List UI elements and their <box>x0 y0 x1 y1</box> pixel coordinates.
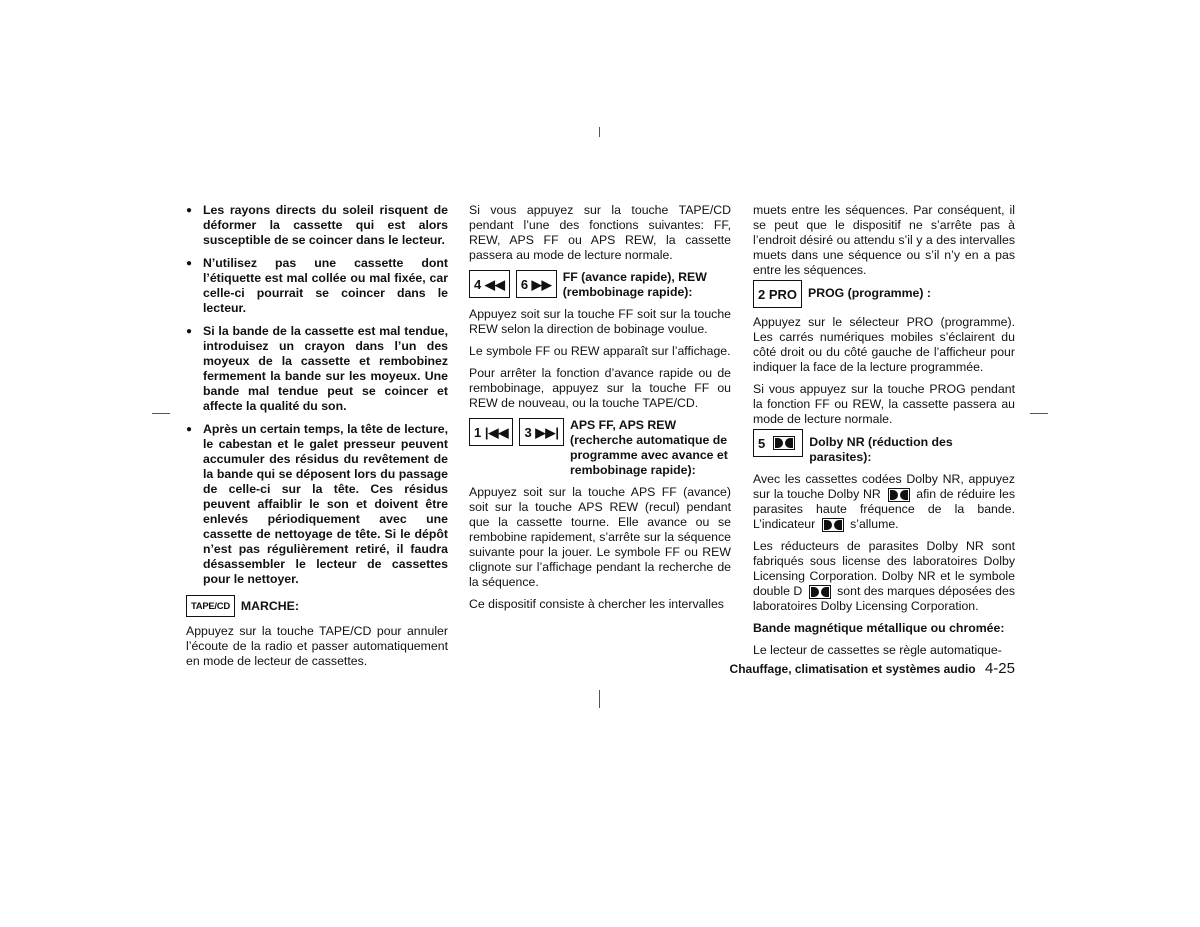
right-continuation: muets entre les séquences. Par conséquent, il se peut que le dispositif ne s’arrête pas à l’endroit désiré ou attendu s’il y a des intervalles muets dans une séquence ou s’il n’y en a pas entre les séquences. <box>753 203 1015 277</box>
rewind-key-icon: 4 ◀◀ <box>469 270 510 298</box>
dolby-text-2: Les réducteurs de parasites Dolby NR sont fabriqués sous license des laboratoires Dolby Licensing Corporation. Dolby NR et le symbole double D sont des marques déposées des laboratoires Dolby Licensing Corporation. <box>753 539 1015 613</box>
dolby-heading-row <box>753 429 1015 465</box>
ff-heading-row <box>469 270 731 300</box>
crop-mark-top <box>599 127 600 137</box>
dolby-icon <box>822 518 844 532</box>
tapecd-text: Appuyez sur la touche TAPE/CD pour annuler l’écoute de la radio et passer automatiquement en mode de lecteur de cassettes. <box>186 624 448 668</box>
dolby-key <box>753 429 803 457</box>
crop-mark-left <box>152 413 170 414</box>
section-title: Chauffage, climatisation et systèmes audio <box>729 662 976 676</box>
dolby-icon <box>888 488 910 502</box>
mid-intro: Si vous appuyez sur la touche TAPE/CD pendant l’une des fonctions suivantes: FF, REW, APS FF ou APS REW, la cassette passera au mode de lecture normale. <box>469 203 731 262</box>
left-column <box>186 203 448 676</box>
tapecd-key-icon: TAPE/CD <box>186 595 235 617</box>
crop-mark-right <box>1030 413 1048 414</box>
dolby-key-number: 5 <box>758 435 766 451</box>
dolby-heading: Dolby NR (réduction des parasites): <box>809 435 953 464</box>
bullet-icon: ● <box>186 326 193 337</box>
aps-text-1: Appuyez soit sur la touche APS FF (avance) soit sur la touche APS REW (recul) pendant que la cassette tourne. Elle avance ou se rembobine rapidement, s’arrête sur la séquence suivante pour la jouer. Le symbole FF ou REW clignote sur l’affichage pendant la recherche de la séquence. <box>469 485 731 589</box>
ff-text-2: Le symbole FF ou REW apparaît sur l’affichage. <box>469 344 731 358</box>
right-column <box>753 203 1015 665</box>
aps-heading-row <box>469 418 731 478</box>
crop-mark-bottom <box>599 690 600 708</box>
tape-heading: Bande magnétique métallique ou chromée: <box>753 621 1005 635</box>
aps-text-2: Ce dispositif consiste à chercher les intervalles <box>469 597 724 611</box>
prog-heading-row <box>753 280 1015 308</box>
caution-list <box>186 203 448 587</box>
dolby-text-1: Avec les cassettes codées Dolby NR, appuyez sur la touche Dolby NR afin de réduire les parasites haute fréquence de la bande. L’indicateur s’allume. <box>753 472 1015 531</box>
middle-column <box>469 203 731 619</box>
tapecd-heading: MARCHE: <box>240 599 299 613</box>
ff-text-3: Pour arrêter la fonction d’avance rapide ou de rembobinage, appuyez sur la touche FF ou REW de nouveau, ou la touche TAPE/CD. <box>469 366 731 410</box>
dolby-icon <box>809 585 831 599</box>
prog-text-1: Appuyez sur le sélecteur PRO (programme). Les carrés numériques mobiles s’éclairent du côté droit ou du côté gauche de l’afficheur pour indiquer la face de la lecture programmée. <box>753 315 1015 374</box>
list-item: ● Les rayons directs du soleil risquent de déformer la cassette qui est alors susceptible de se coincer dans le lecteur. <box>186 203 448 247</box>
aps-heading: APS FF, APS REW (recherche automatique de programme avec avance et rembobinage rapide): <box>569 418 728 477</box>
bullet-icon: ● <box>186 258 193 269</box>
skip-back-key-icon: 1 |◀◀ <box>469 418 513 446</box>
ff-text-1: Appuyez soit sur la touche FF soit sur la touche REW selon la direction de bobinage voulue. <box>469 307 731 336</box>
page-number: 4-25 <box>984 660 1015 677</box>
prog-key-icon: 2 PRO <box>753 280 802 308</box>
tape-text: Le lecteur de cassettes se règle automatique- <box>753 643 1002 657</box>
dolby-icon <box>773 436 795 450</box>
ff-heading: FF (avance rapide), REW (rembobinage rapide): <box>562 270 707 299</box>
fast-forward-key-icon: 6 ▶▶ <box>516 270 557 298</box>
list-item: ● N’utilisez pas une cassette dont l’étiquette est mal collée ou mal fixée, car celle-ci pourrait se coincer dans le lecteur. <box>186 256 448 315</box>
bullet-icon: ● <box>186 424 193 435</box>
prog-text-2: Si vous appuyez sur la touche PROG pendant la fonction FF ou REW, la cassette passera au mode de lecture normale. <box>753 382 1015 426</box>
page-footer <box>700 660 1015 677</box>
bullet-icon: ● <box>186 205 193 216</box>
prog-heading: PROG (programme) : <box>808 286 931 300</box>
skip-forward-key-icon: 3 ▶▶| <box>519 418 563 446</box>
tapecd-heading-row <box>186 595 448 617</box>
list-item: ● Si la bande de la cassette est mal tendue, introduisez un crayon dans l’un des moyeux de la cassette et rembobinez fermement la bande sur les moyeux. Une bande mal tendue peut se coincer et affecte la qualité du son. <box>186 324 448 413</box>
list-item: ● Après un certain temps, la tête de lecture, le cabestan et le galet presseur peuvent accumuler des résidus du revêtement de la bande qui se déposent lors du passage de celle-ci sur la tête. Ces résidus peuvent affaiblir le son et doivent être enlevés périodiquement avec une cassette de nettoyage de tête. Si le dépôt n’est pas régulièrement retiré, il faudra désassembler le lecteur de cassettes pour le nettoyer. <box>186 422 448 586</box>
